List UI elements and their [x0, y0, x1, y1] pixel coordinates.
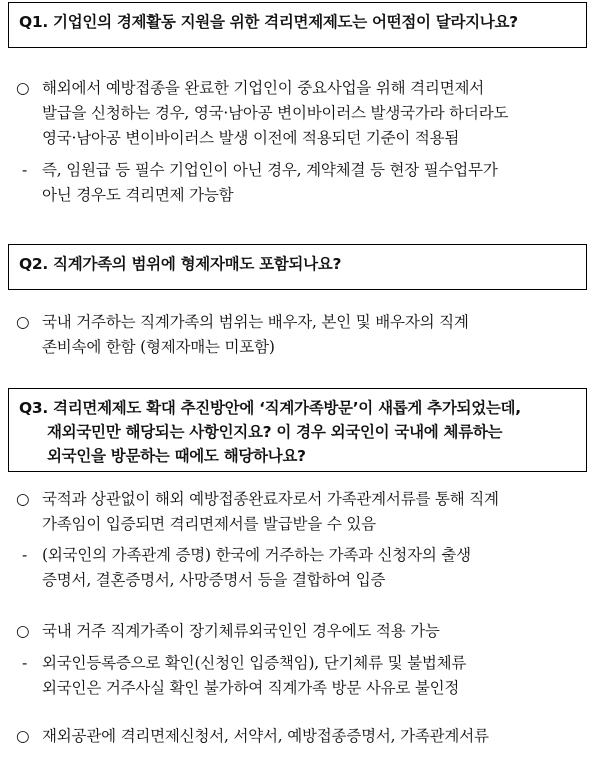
answer-text-line: (외국인의 가족관계 증명) 한국에 거주하는 가족과 신청자의 출생: [42, 546, 471, 564]
circle-bullet-icon: ○: [16, 490, 30, 508]
answer-text-line: 영국·남아공 변이바이러스 발생 이전에 적용되던 기준이 적용됨: [42, 129, 460, 147]
answer-text-line: 가족임이 입증되면 격리면제서를 발급받을 수 있음: [42, 515, 376, 533]
circle-bullet-icon: ○: [16, 622, 30, 640]
answer-item-q3-3: [16, 724, 588, 749]
question-title-q3-line: 재외국민만 해당되는 사항인지요? 이 경우 외국인이 국내에 체류하는: [47, 423, 503, 441]
answer-subitem-q3-2: [22, 651, 588, 701]
dash-bullet-icon: -: [22, 546, 28, 564]
circle-bullet-icon: ○: [16, 79, 30, 97]
question-box-q3: [8, 388, 587, 472]
question-title-q2: Q2. 직계가족의 범위에 형제자매도 포함되나요?: [19, 255, 342, 273]
answer-subitem-q1-1: [22, 158, 588, 208]
question-title-q3-line: Q3. 격리면제제도 확대 추진방안에 ‘직계가족방문’이 새롭게 추가되었는데,: [19, 399, 521, 417]
answer-text-line: 외국인은 거주사실 확인 불가하여 직계가족 방문 사유로 불인정: [42, 679, 460, 697]
question-box-q2: [8, 244, 587, 290]
answer-item-q3-2: [16, 619, 588, 644]
answer-text-line: 해외에서 예방접종을 완료한 기업인이 중요사업을 위해 격리면제서: [42, 79, 485, 97]
answer-text-line: 발급을 신청하는 경우, 영국·남아공 변이바이러스 발생국가라 하더라도: [42, 104, 509, 122]
answer-text-line: 외국인등록증으로 확인(신청인 입증책임), 단기체류 및 불법체류: [42, 654, 467, 672]
answer-text-line: 즉, 임원급 등 필수 기업인이 아닌 경우, 계약체결 등 현장 필수업무가: [42, 161, 498, 179]
circle-bullet-icon: ○: [16, 313, 30, 331]
answer-item-q2-1: [16, 310, 588, 360]
dash-bullet-icon: -: [22, 654, 28, 672]
answer-text-line: 재외공관에 격리면제신청서, 서약서, 예방접종증명서, 가족관계서류: [42, 727, 489, 745]
answer-text-line: 증명서, 결혼증명서, 사망증명서 등을 결합하여 입증: [42, 571, 386, 589]
answer-text-line: 아닌 경우도 격리면제 가능함: [42, 186, 234, 204]
dash-bullet-icon: -: [22, 161, 28, 179]
answer-text-line: 국내 거주하는 직계가족의 범위는 배우자, 본인 및 배우자의 직계: [42, 313, 469, 331]
answer-text-line: 국적과 상관없이 해외 예방접종완료자로서 가족관계서류를 통해 직계: [42, 490, 499, 508]
question-box-q1: [8, 2, 587, 48]
answer-item-q3-1: [16, 487, 588, 537]
question-title-q3-line: 외국인을 방문하는 때에도 해당하나요?: [47, 447, 306, 465]
question-title-q1: Q1. 기업인의 경제활동 지원을 위한 격리면제제도는 어떤점이 달라지나요?: [19, 13, 518, 31]
answer-text-line: 국내 거주 직계가족이 장기체류외국인인 경우에도 적용 가능: [42, 622, 440, 640]
answer-item-q1-1: [16, 76, 588, 151]
circle-bullet-icon: ○: [16, 727, 30, 745]
answer-subitem-q3-1: [22, 543, 588, 593]
answer-text-line: 존비속에 한함 (형제자매는 미포함): [42, 338, 275, 356]
